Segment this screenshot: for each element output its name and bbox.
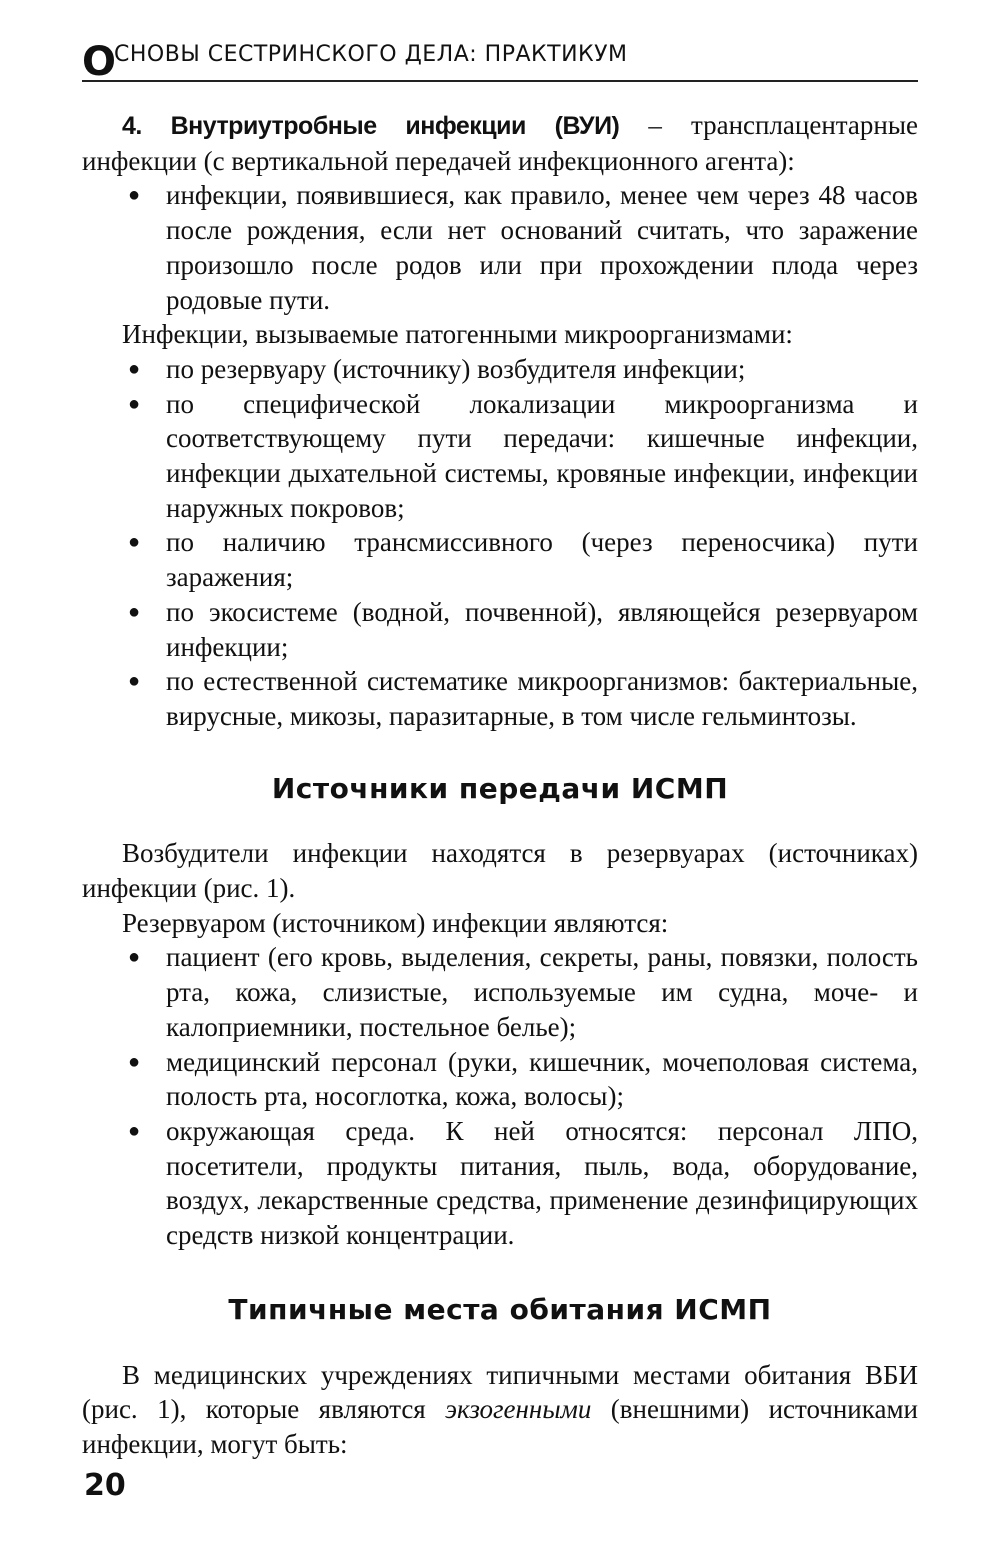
list-item: ● по экосистеме (водной, почвенной), являющейся резервуаром инфекции; [166,595,918,664]
running-head [82,39,918,85]
list-item: ● по резервуару (источнику) возбудителя инфекции; [166,352,918,387]
list-item: ● по наличию трансмиссивного (через переносчика) пути заражения; [166,525,918,594]
section4-lead: 4. Внутриутробные инфекции (ВУИ) [122,112,620,140]
page-content [82,108,918,1462]
running-head-initial: О [82,39,117,85]
list-item: ● окружающая среда. К ней относятся: персонал ЛПО, посетители, продукты питания, пыль, вода, оборудование, воздух, лекарственные средства, применение дезинфицирующих средств низкой концентрации. [166,1114,918,1253]
list-item: ● пациент (его кровь, выделения, секреты, раны, повязки, полость рта, кожа, слизистые, используемые им судна, моче- и калоприемники, постельное белье); [166,940,918,1044]
running-head-title: СНОВЫ СЕСТРИНСКОГО ДЕЛА: ПРАКТИКУМ [114,42,628,67]
sources-heading: Источники передачи ИСМП [271,771,729,805]
list-item: ● инфекции, появившиеся, как правило, менее чем через 48 часов после рождения, если нет оснований считать, что заражение произошло после родов или при прохождении плода через родовые пути. [166,178,918,317]
sources-paragraph-1: Возбудители инфекции находятся в резервуарах (источниках) инфекции (рис. 1). [82,838,918,904]
section4-lead-rest: – трансплацентарные инфекции (с вертикальной передачей инфекционного агента): [82,110,918,176]
pathogenic-bullet-list [82,352,918,734]
habitats-emphasis: экзогенными [445,1394,592,1425]
list-item: ● медицинский персонал (руки, кишечник, мочеполовая система, полость рта, носоглотка, кожа, волосы); [166,1045,918,1114]
habitats-text-start: В медицинских учреждениях типичными местами обитания ВБИ (рис. 1), которые являются [82,1359,918,1425]
pathogenic-intro: Инфекции, вызываемые патогенными микроорганизмами: [122,319,793,350]
habitats-paragraph [82,1358,918,1462]
habitats-text-end: (внешними) источниками инфекции, могут быть: [82,1394,918,1459]
sources-bullet-list [82,940,918,1252]
page-number: 20 [84,1468,126,1503]
sources-paragraph-2: Резервуаром (источником) инфекции являются: [122,907,669,938]
section4-paragraph [82,108,918,178]
list-item: ● по естественной систематике микроорганизмов: бактериальные, вирусные, микозы, паразитарные, в том числе гельминтозы. [166,664,918,733]
list-item: ● по специфической локализации микроорганизма и соответствующему пути передачи: кишечные инфекции, инфекции дыхательной системы, кровяные инфекции, инфекции наружных покровов; [166,387,918,526]
section4-bullet-list [82,178,918,317]
habitats-heading: Типичные места обитания ИСМП [228,1292,772,1326]
